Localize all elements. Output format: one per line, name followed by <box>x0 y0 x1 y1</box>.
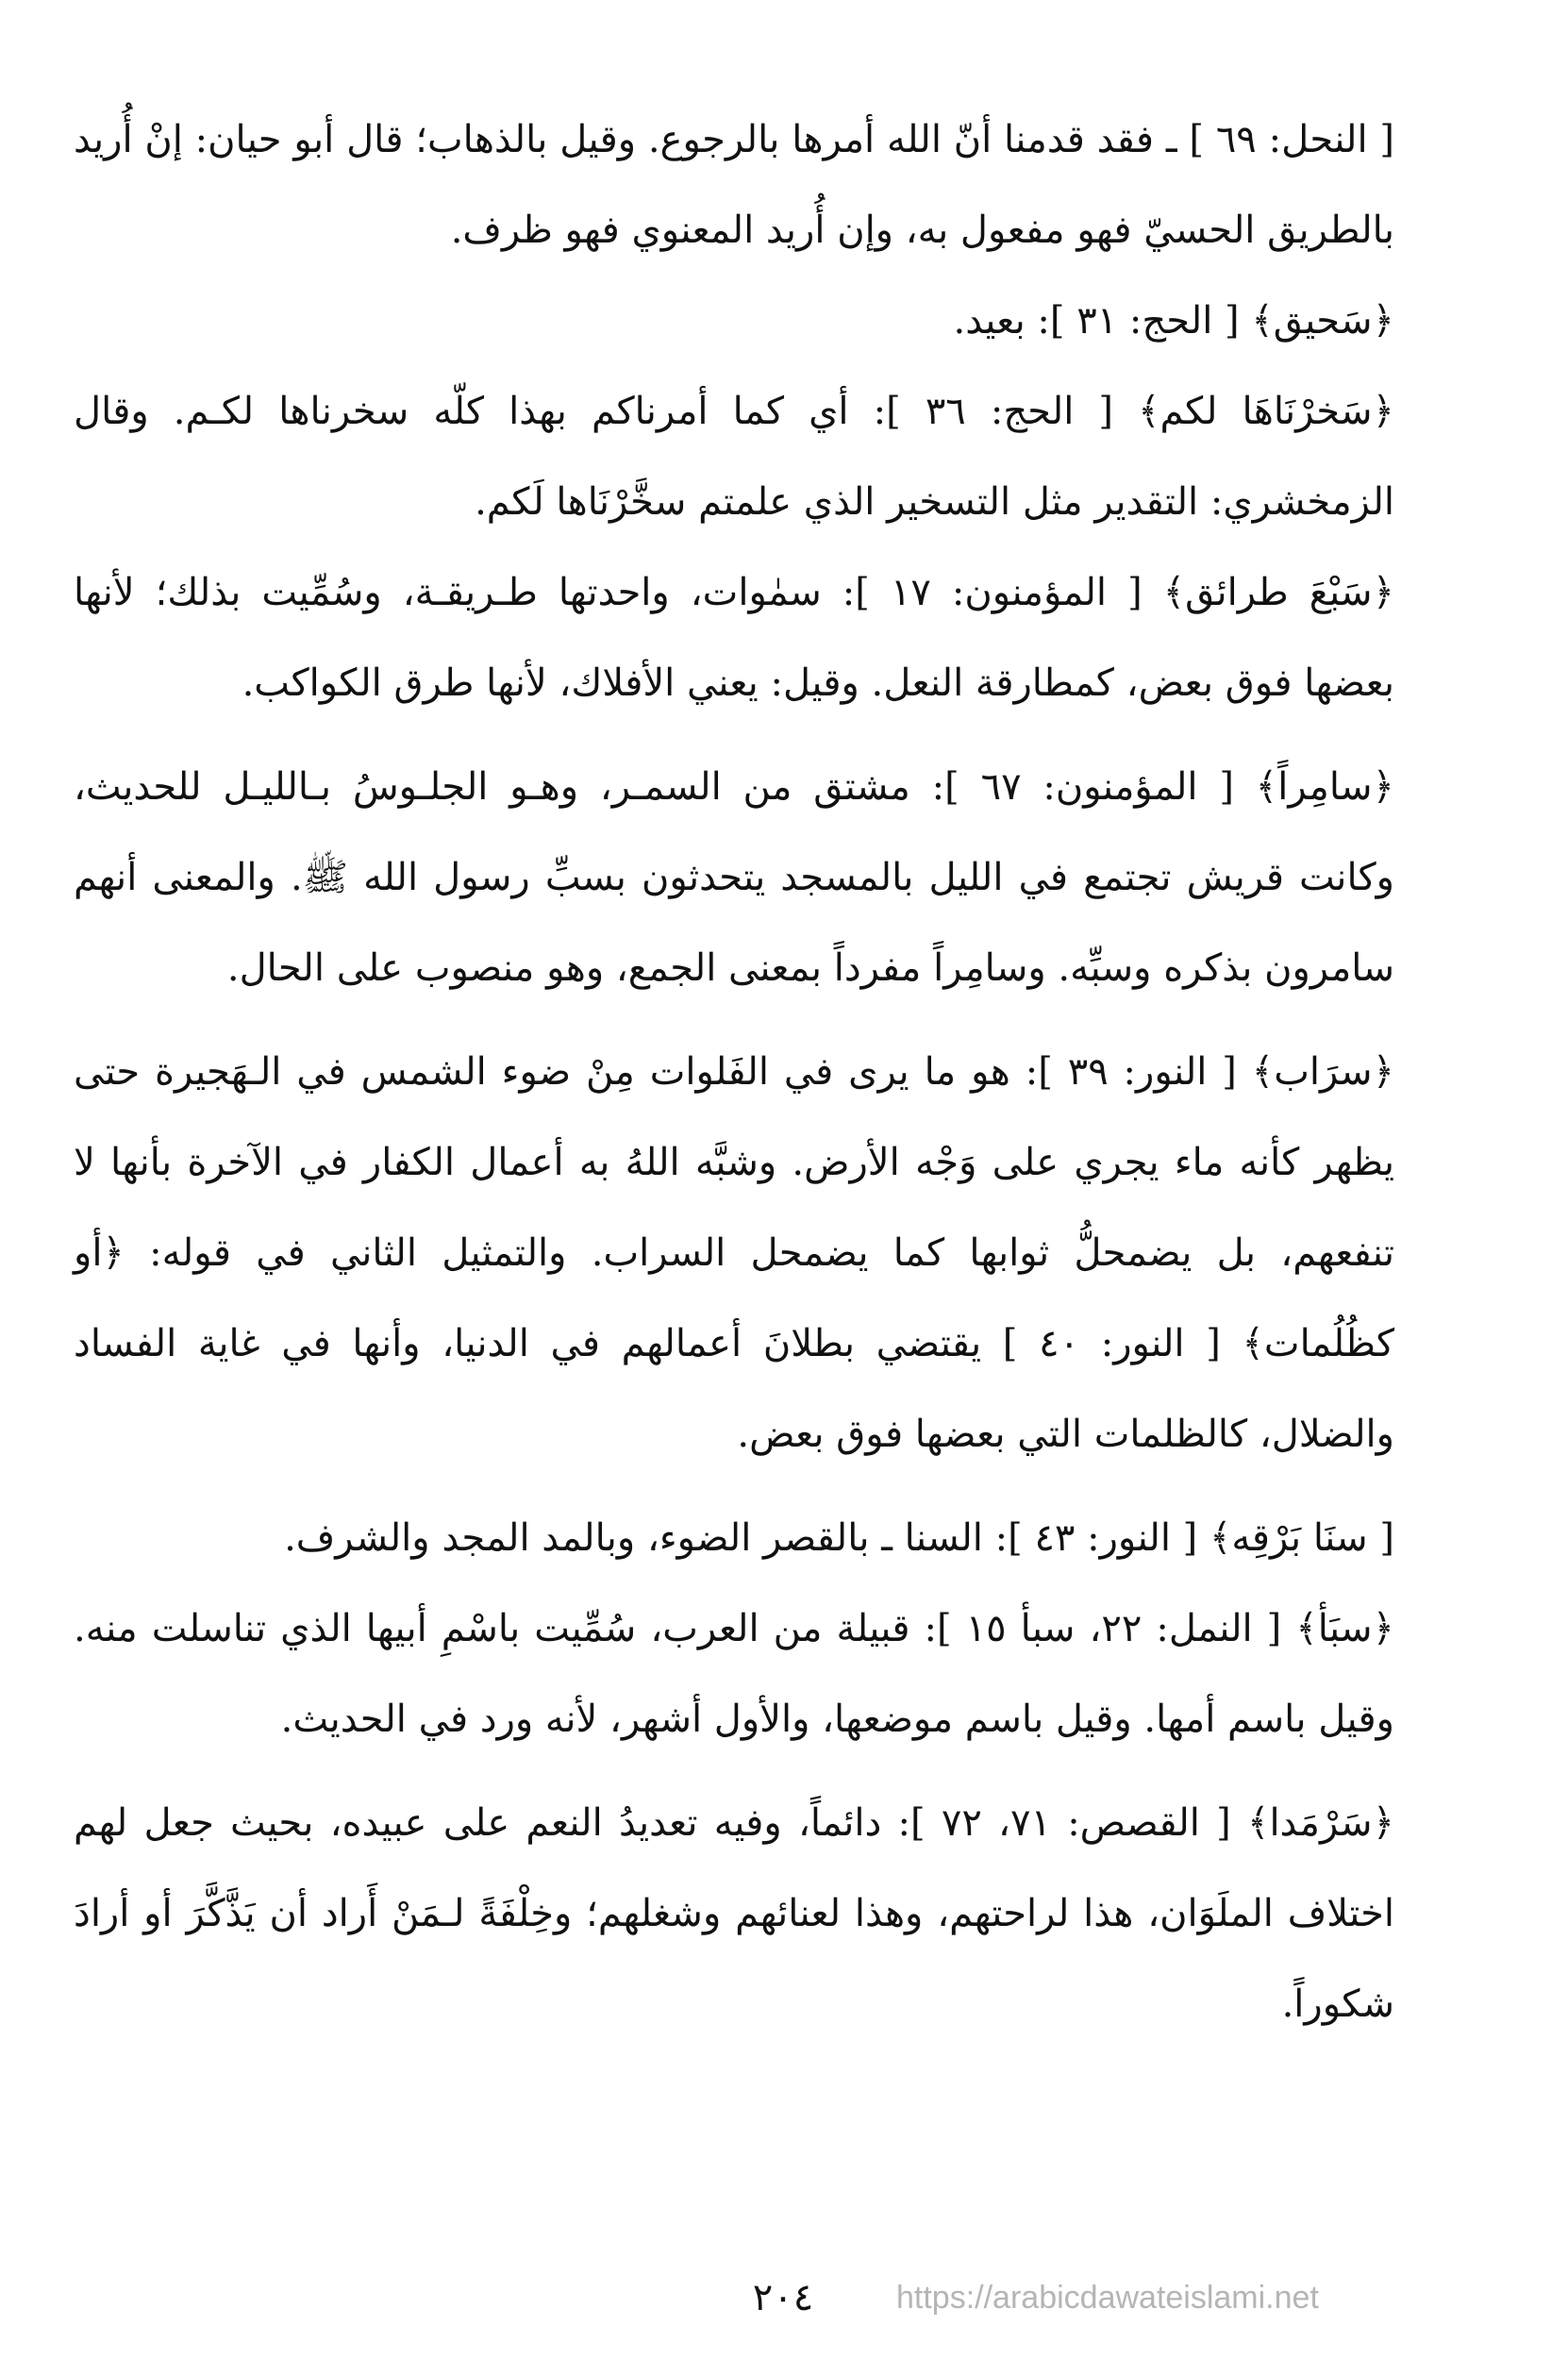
paragraph-nahl-continuation: [ النحل: ٦٩ ] ـ فقد قدمنا أنّ الله أمرها بالرجوع. وقيل بالذهاب؛ قال أبو حيان: إنْ أُريد بالطريق الحسيّ فهو مفعول به، وإن أُريد المعنوي فهو ظرف. <box>74 118 1394 252</box>
paragraph-sarmada: ﴿سَرْمَدا﴾ [ القصص: ٧١، ٧٢ ]: دائماً، وفيه تعديدُ النعم على عبيده، بحيث جعل لهم اختلاف الملَوَان، هذا لراحتهم، وهذا لعنائهم وشغلهم؛ وخِلْفَةً لـمَنْ أَراد أن يَذَّكَّرَ أو أرادَ شكوراً. <box>74 1801 1395 2026</box>
source-watermark: https://arabicdawateislami.net <box>896 2280 1319 2316</box>
paragraph-sakharnaha: ﴿سَخرْنَاهَا لكم﴾ [ الحج: ٣٦ ]: أي كما أمرناكم بهذا كلّه سخرناها لكـم. وقال الزمخشري: التقدير مثل التسخير الذي علمتم سخَّرْنَاها لَكم. <box>74 390 1394 524</box>
paragraph-sana-barqih: [ سنَا بَرْقِه﴾ [ النور: ٤٣ ]: السنا ـ بالقصر الضوء، وبالمد المجد والشرف. <box>284 1516 1394 1560</box>
page-body <box>74 94 1394 2227</box>
paragraph-sahiq: ﴿سَحيق﴾ [ الحج: ٣١ ]: بعيد. <box>953 299 1394 343</box>
paragraph-sarab: ﴿سرَاب﴾ [ النور: ٣٩ ]: هو ما يرى في الفَلوات مِنْ ضوء الشمس في الـهَجيرة حتى يظهر كأنه ماء يجري على وَجْه الأرض. وشبَّه اللهُ به أعمال الكفار في الآخرة بأنها لا تنفعهم، بل يضمحلُّ ثوابها كما يضمحل السراب. والتمثيل الثاني في قوله: ﴿أو كظُلُمات﴾ [ النور: ٤٠ ] يقتضي بطلانَ أعمالهم في الدنيا، وأنها في غاية الفساد والضلال، كالظلمات التي بعضها فوق بعض. <box>74 1050 1395 1456</box>
paragraph-samiran: ﴿سامِراً﴾ [ المؤمنون: ٦٧ ]: مشتق من السمـر، وهـو الجلـوسُ بـالليـل للحديث، وكانت قريش تجتمع في الليل بالمسجد يتحدثون بسبِّ رسول الله ﷺ. والمعنى أنهم سامرون بذكره وسبِّه. وسامِراً مفرداً بمعنى الجمع، وهو منصوب على الحال. <box>74 765 1394 990</box>
page-number: ٢٠٤ <box>752 2276 814 2319</box>
paragraph-sab-taraiq: ﴿سَبْعَ طرائق﴾ [ المؤمنون: ١٧ ]: سمٰوات، واحدتها طـريقـة، وسُمِّيت بذلك؛ لأنها بعضها فوق بعض، كمطارقة النعل. وقيل: يعني الأفلاك، لأنها طرق الكواكب. <box>74 571 1395 705</box>
paragraph-saba: ﴿سبَأ﴾ [ النمل: ٢٢، سبأ ١٥ ]: قبيلة من العرب، سُمِّيت باسْمِ أبيها الذي تناسلت منه. وقيل باسم أمها. وقيل باسم موضعها، والأول أشهر، لأنه ورد في الحديث. <box>74 1607 1394 1741</box>
page-footer <box>0 2260 1568 2335</box>
